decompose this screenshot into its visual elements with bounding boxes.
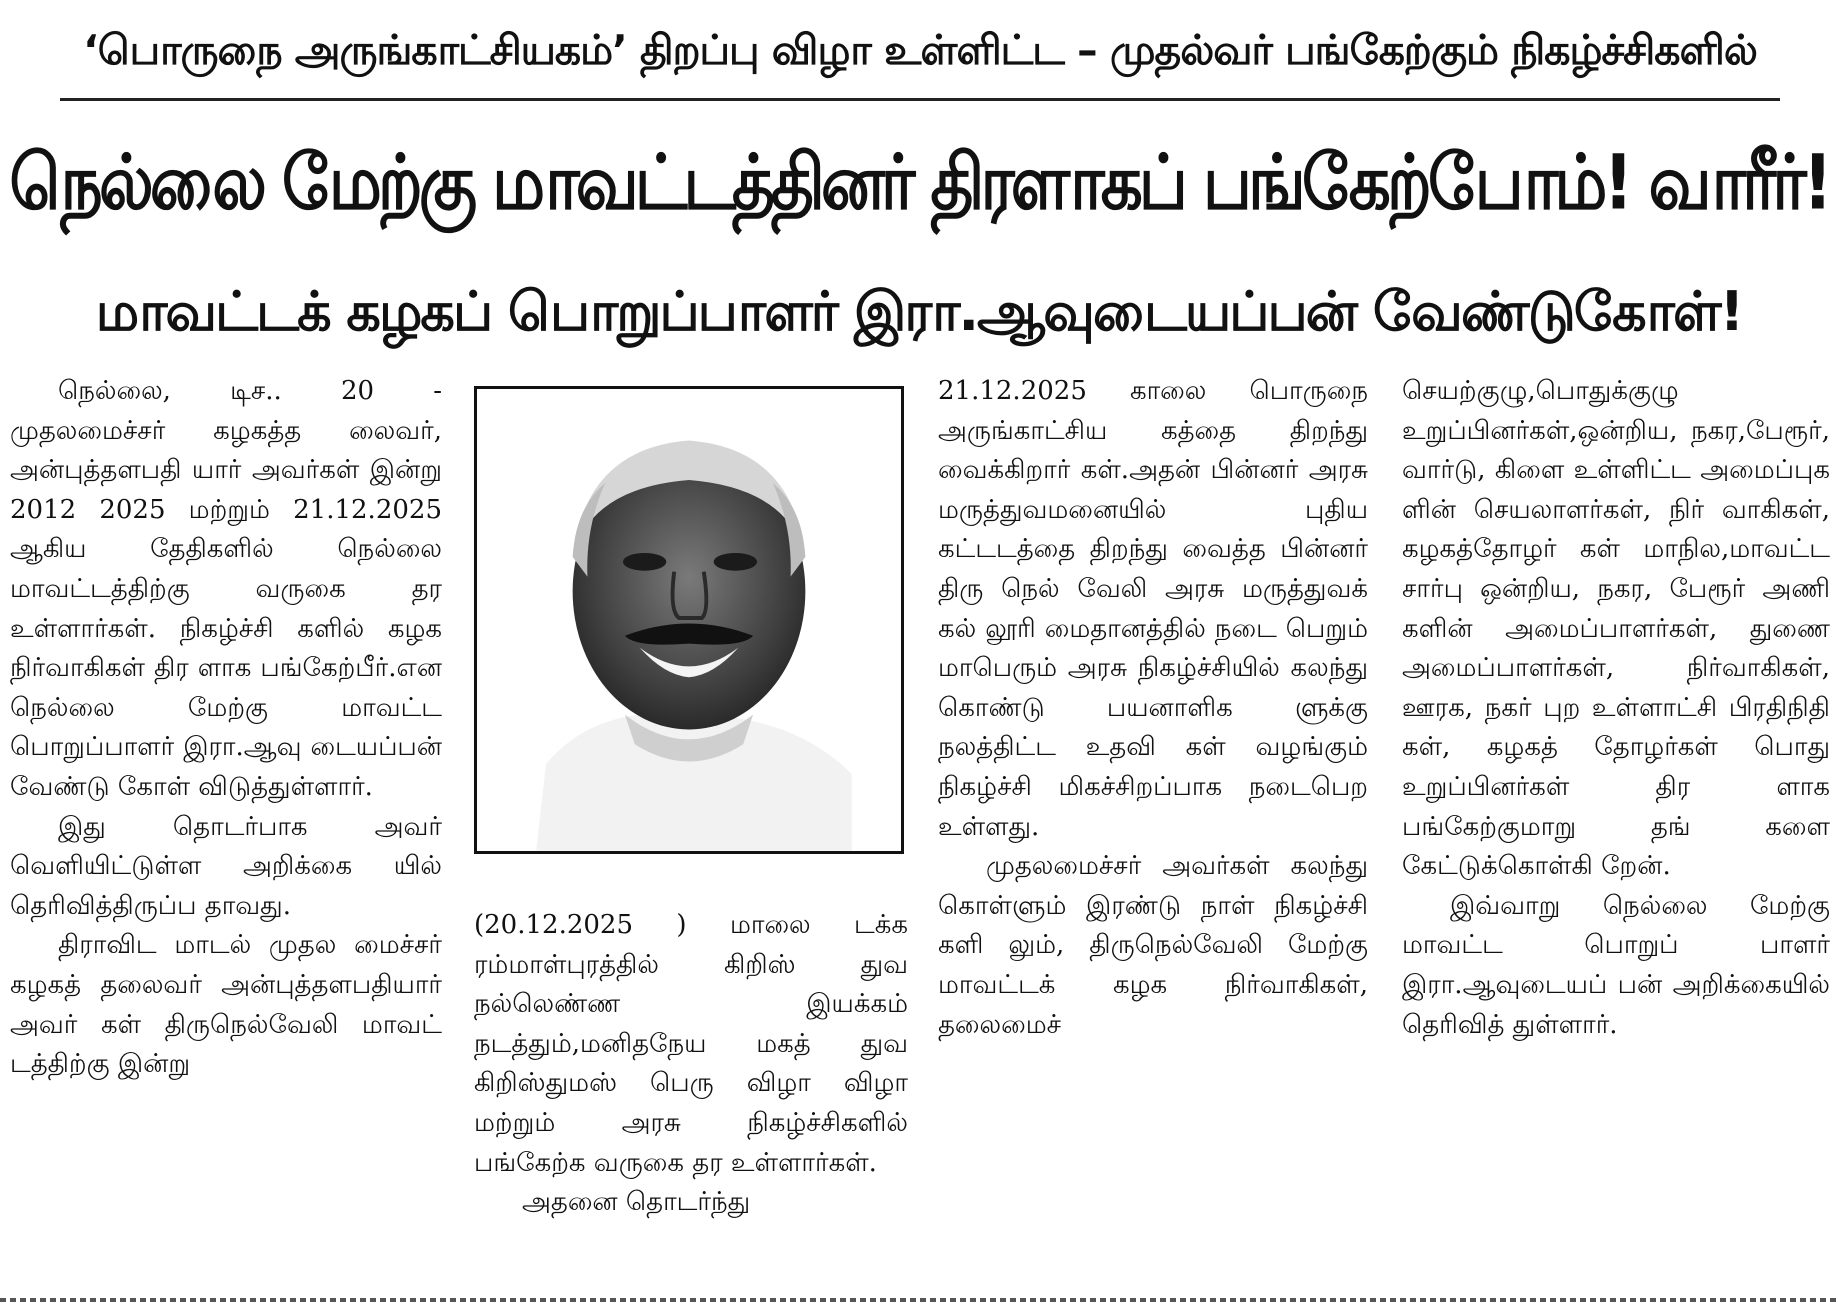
subheadline: மாவட்டக் கழகப் பொறுப்பாளர் இரா.ஆவுடையப்பன் வேண்டுகோள்! xyxy=(95,280,1743,343)
paragraph: அதனை தொடர்ந்து xyxy=(522,1187,751,1218)
paragraph: 21.12.2025 காலை பொருநை அருங்காட்சிய கத்தை திறந்து வைக்கிறார் கள்.அதன் பின்னர் அரசு மருத்துவமனையில் புதிய கட்டடத்தை திறந்து வைத்த பின்னர் திரு நெல் வேலி அரசு மருத்துவக் கல் லூரி மைதானத்தில் நடை பெறும் மாபெரும் அரசு நிகழ்ச்சியில் கலந்து கொண்டு பயனாளிக ளுக்கு நலத்திட்ட உதவி கள் வழங்கும் நிகழ்ச்சி மிகச்சிறப்பாக நடைபெற உள்ளது. xyxy=(938,376,1368,842)
paragraph: முதலமைச்சர் அவர்கள் கலந்து கொள்ளும் இரண்டு நாள் நிகழ்ச்சி களி லும், திருநெல்வேலி மேற்கு மாவட்டக் கழக நிர்வாகிகள், தலைமைச் xyxy=(938,851,1368,1040)
paragraph: திராவிட மாடல் முதல மைச்சர் கழகத் தலைவர் அன்புத்தளபதியார் அவர் கள் திருநெல்வேலி மாவட் டத்திற்கு இன்று xyxy=(10,930,442,1080)
paragraph: நெல்லை, டிச.. 20 - முதலமைச்சர் கழகத்த லைவர், அன்புத்தளபதி யார் அவர்கள் இன்று 2012 2025 மற்றும் 21.12.2025 ஆகிய தேதிகளில் நெல்லை மாவட்டத்திற்கு வருகை தர உள்ளார்கள். நிகழ்ச்சி களில் கழக நிர்வாகிகள் திர ளாக பங்கேற்பீர்.என நெல்லை மேற்கு மாவட்ட பொறுப்பாளர் இரா.ஆவு டையப்பன் வேண்டு கோள் விடுத்துள்ளார். xyxy=(10,376,442,802)
article-column-4 xyxy=(1402,372,1830,1045)
paragraph: இவ்வாறு நெல்லை மேற்கு மாவட்ட பொறுப் பாளர் இரா.ஆவுடையப் பன் அறிக்கையில் தெரிவித் துள்ளார். xyxy=(1402,890,1830,1040)
article-column-2 xyxy=(474,906,908,1223)
paragraph: இது தொடர்பாக அவர் வெளியிட்டுள்ள அறிக்கை யில் தெரிவித்திருப்ப தாவது. xyxy=(10,811,442,921)
portrait-photo xyxy=(474,386,904,854)
headline: நெல்லை மேற்கு மாவட்டத்தினர் திரளாகப் பங்கேற்போம்! வாரீர்! xyxy=(9,138,1829,227)
article-column-1 xyxy=(10,372,442,1085)
paragraph: (20.12.2025 ) மாலை டக்க ரம்மாள்புரத்தில் கிறிஸ் துவ நல்லெண்ண இயக்கம் நடத்தும்,மனிதநேய மகத் துவ கிறிஸ்துமஸ் பெரு விழா விழா மற்றும் அரசு நிகழ்ச்சிகளில் பங்கேற்க வருகை தர உள்ளார்கள். xyxy=(474,910,908,1178)
page-bottom-border xyxy=(0,1298,1838,1302)
article-column-3 xyxy=(938,372,1368,1045)
paragraph: செயற்குழு,பொதுக்குழு உறுப்பினர்கள்,ஒன்றிய, நகர,பேரூர், வார்டு, கிளை உள்ளிட்ட அமைப்புக ளின் செயலாளர்கள், நிர் வாகிகள், கழகத்தோழர் கள் மாநில,மாவட்ட சார்பு ஒன்றிய, நகர, பேரூர் அணி களின் அமைப்பாளர்கள், துணை அமைப்பாளர்கள், நிர்வாகிகள், ஊரக, நகர் புற உள்ளாட்சி பிரதிநிதி கள், கழகத் தோழர்கள் பொது உறுப்பினர்கள் திர ளாக பங்கேற்குமாறு தங் களை கேட்டுக்கொள்கி றேன். xyxy=(1402,376,1830,882)
kicker-line: ‘பொருநை அருங்காட்சியகம்’ திறப்பு விழா உள்ளிட்ட – முதல்வர் பங்கேற்கும் நிகழ்ச்சிகளில் xyxy=(83,26,1757,74)
